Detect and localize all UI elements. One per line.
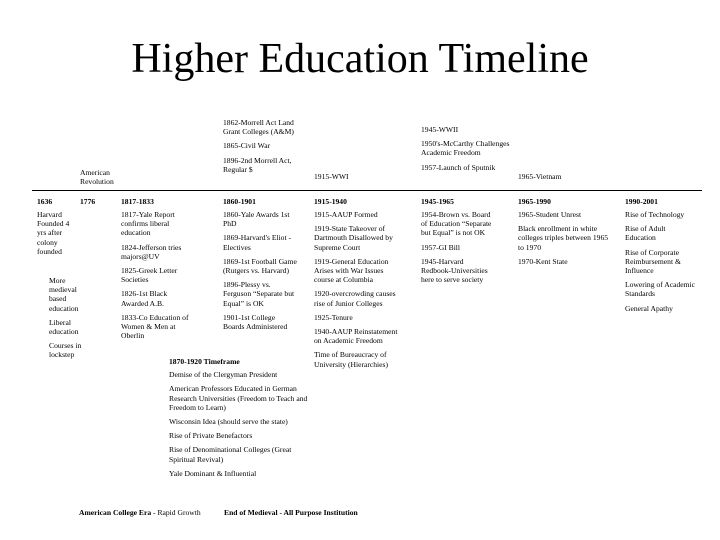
event-text: 1919-State Takeover of Dartmouth Disallowed by Supreme Court xyxy=(314,224,393,252)
event-text: Harvard Founded 4 yrs after colony founded xyxy=(37,210,70,256)
event-text: Lowering of Academic Standards xyxy=(625,280,696,299)
event-text: 1869-1st Football Game (Rutgers vs. Harvard) xyxy=(223,256,297,276)
timeframe-1870-1920 xyxy=(169,357,311,478)
footer-american-college-era xyxy=(79,508,201,517)
event-text: Black enrollment in white colleges triples between 1965 to 1970 xyxy=(518,224,609,252)
event-text: General Apathy xyxy=(625,303,673,313)
above-wwi xyxy=(314,172,374,181)
event-text: 1957-Launch of Sputnik xyxy=(421,162,496,172)
event-text: 1957-GI Bill xyxy=(421,242,461,252)
event-text: 1945-WWII xyxy=(421,125,459,134)
event-text: 1970-Kent State xyxy=(518,256,568,266)
event-text: Time of Bureaucracy of University (Hierarchies) xyxy=(314,350,389,369)
event-text: 1860-Yale Awards 1st PhD xyxy=(223,210,290,229)
event-text: 1865-Civil War xyxy=(223,141,271,151)
timeframe-item: Rise of Private Benefactors xyxy=(169,431,253,441)
note-text: More medieval based education xyxy=(49,276,79,313)
event-text: Rise of Adult Education xyxy=(625,224,666,243)
timeframe-item: Rise of Denominational Colleges (Great Spiritual Revival) xyxy=(169,445,292,464)
above-american-revolution xyxy=(80,168,140,186)
event-text: 1919-General Education Arises with War Issues course at Columbia xyxy=(314,256,389,285)
events-1860-1901 xyxy=(223,210,298,331)
timeframe-item: Demise of the Clergyman President xyxy=(169,370,278,380)
timeline-axis xyxy=(32,190,702,191)
date-1817-1833: 1817-1833 xyxy=(121,197,154,206)
date-1915-1940: 1915-1940 xyxy=(314,197,347,206)
date-1965-1990: 1965-1990 xyxy=(518,197,551,206)
event-text: 1896-Plessy vs. Ferguson “Separate but Equal” is OK xyxy=(223,280,295,308)
date-1860-1901: 1860-1901 xyxy=(223,197,256,206)
timeframe-item: Yale Dominant & Influential xyxy=(169,468,257,478)
page-title: Higher Education Timeline xyxy=(131,36,589,82)
event-text: 1915-AAUP Formed xyxy=(314,210,378,219)
event-text: 1896-2nd Morrell Act, Regular $ xyxy=(223,155,292,174)
event-text: 1954-Brown vs. Board of Education “Separate but Equal” is not OK xyxy=(421,210,492,238)
event-text: 1869-Harvard's Eliot - Electives xyxy=(223,233,292,252)
event-text: Rise of Corporate Reimbursement & Influence xyxy=(625,247,681,276)
event-text: 1824-Jefferson tries majors@UV xyxy=(121,242,182,261)
events-1817-1833 xyxy=(121,210,189,340)
event-text: 1920-overcrowding causes rise of Junior Colleges xyxy=(314,289,396,308)
event-text: 1965-Student Unrest xyxy=(518,210,582,219)
event-text: 1862-Morrell Act Land Grant Colleges (A&M) xyxy=(223,118,294,137)
above-1860-column xyxy=(223,118,295,174)
note-text: Liberal education xyxy=(49,317,79,337)
event-text: 1940-AAUP Reinstatement on Academic Freedom xyxy=(314,327,398,346)
date-1990-2001: 1990-2001 xyxy=(625,197,658,206)
event-text: 1817-Yale Report confirms liberal education xyxy=(121,210,175,238)
event-text: 1901-1st College Boards Administered xyxy=(223,312,288,332)
event-text: 1826-1st Black Awarded A.B. xyxy=(121,289,168,308)
event-text: 1925-Tenure xyxy=(314,312,353,322)
events-1945-1965 xyxy=(421,210,493,284)
footer-era-suffix: - Rapid Growth xyxy=(151,508,201,517)
footer-end-of-medieval xyxy=(224,508,358,517)
timeframe-heading: 1870-1920 Timeframe xyxy=(169,357,240,366)
medieval-notes xyxy=(49,276,93,360)
above-vietnam xyxy=(518,172,588,181)
event-text: Rise of Technology xyxy=(625,210,685,219)
event-text: 1945-Harvard Redbook-Universities here to serve society xyxy=(421,256,488,285)
event-text: 1833-Co Education of Women & Men at Oberlin xyxy=(121,312,189,341)
timeframe-item: Wisconsin Idea (should serve the state) xyxy=(169,417,288,427)
event-text: 1915-WWI xyxy=(314,172,349,181)
events-1636 xyxy=(37,210,77,256)
footer-era-label: American College Era xyxy=(79,508,152,517)
date-1636: 1636 xyxy=(37,197,53,206)
event-text: 1825-Greek Letter Societies xyxy=(121,266,178,285)
event-text: American Revolution xyxy=(80,168,114,187)
event-text: 1965-Vietnam xyxy=(518,172,562,181)
events-1990-2001 xyxy=(625,210,697,313)
date-1776: 1776 xyxy=(80,197,96,206)
events-1965-1990 xyxy=(518,210,610,266)
date-1945-1965: 1945-1965 xyxy=(421,197,454,206)
above-1945-column xyxy=(421,125,513,172)
footer-medieval-label: End of Medieval - All Purpose Institution xyxy=(224,508,358,517)
timeframe-item: American Professors Educated in German Research Universities (Freedom to Teach and Freedom to Learn) xyxy=(169,384,308,412)
event-text: 1950's-McCarthy Challenges Academic Freedom xyxy=(421,139,510,158)
events-1915-1940 xyxy=(314,210,404,369)
note-text: Courses in lockstep xyxy=(49,341,82,360)
